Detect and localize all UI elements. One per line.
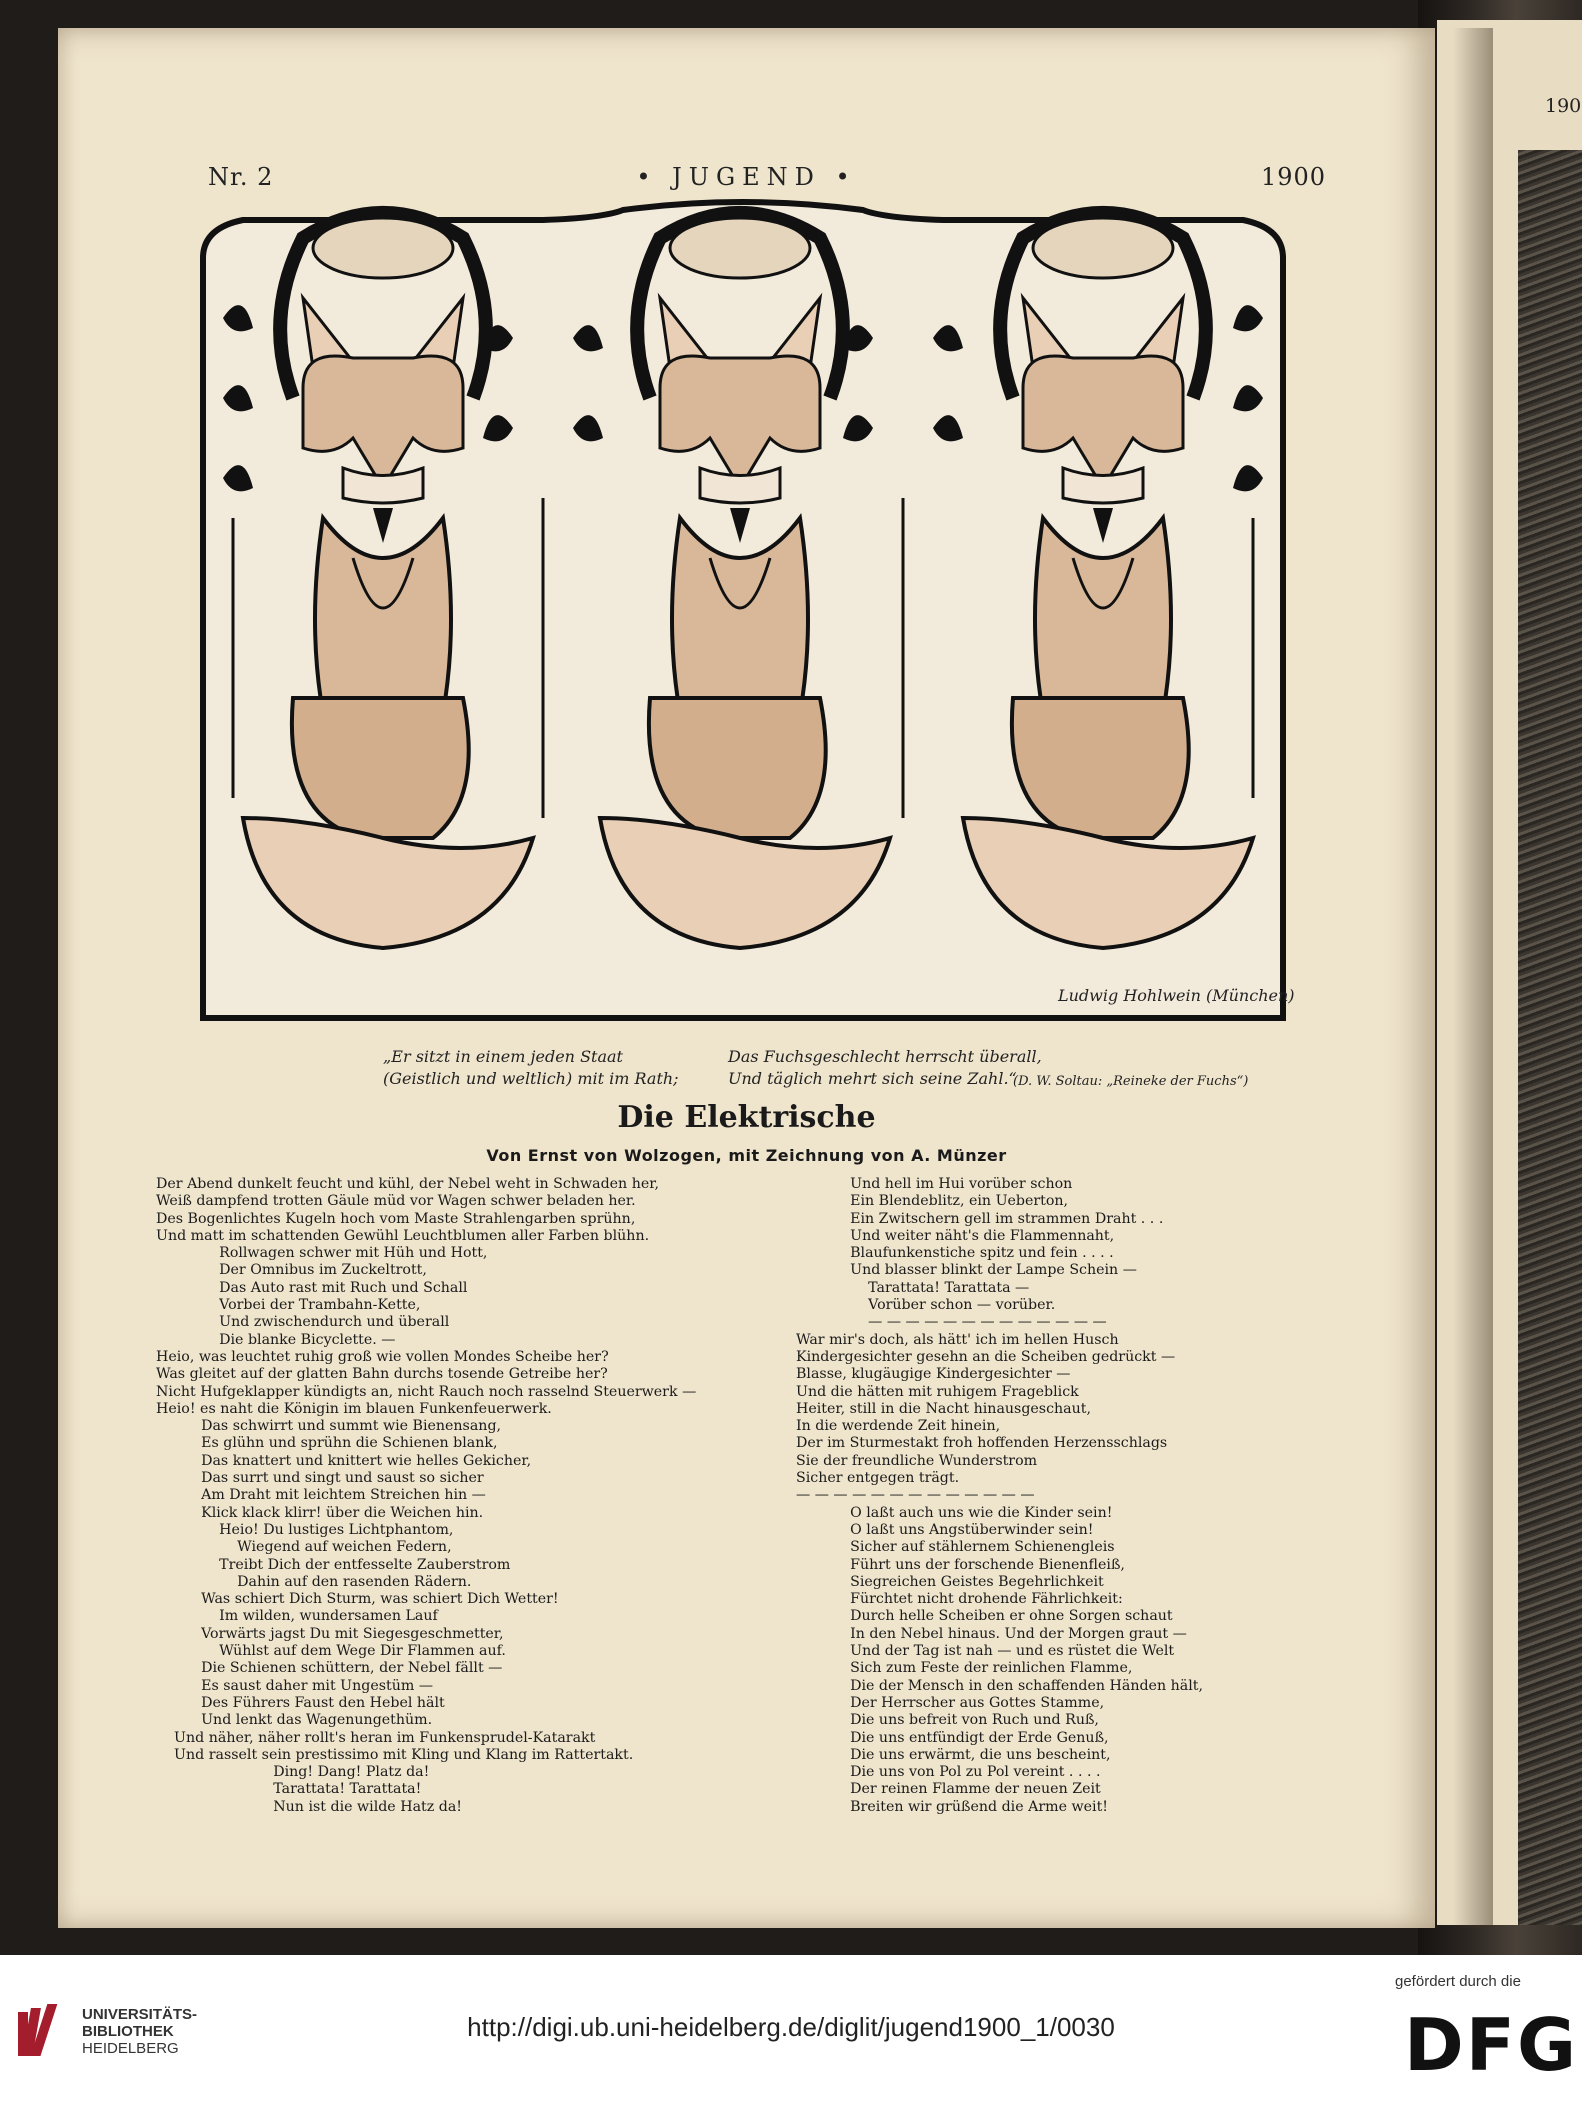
- poem-line: Klick klack klirr! über die Weichen hin.: [156, 1504, 484, 1521]
- issue-number: Nr. 2: [208, 163, 274, 191]
- poem-line: Sich zum Feste der reinlichen Flamme,: [796, 1660, 1133, 1677]
- poem-line: O laßt auch uns wie die Kinder sein!: [796, 1504, 1113, 1521]
- epigraph-right-line-2: Und täglich mehrt sich seine Zahl.“: [728, 1069, 1017, 1088]
- poem-line: Im wilden, wundersamen Lauf: [156, 1608, 438, 1625]
- poem-line: In den Nebel hinaus. Und der Morgen graut —: [796, 1625, 1187, 1642]
- poem-line: Breiten wir grüßend die Arme weit!: [796, 1798, 1108, 1815]
- poem-line: Und lenkt das Wagenungethüm.: [156, 1712, 433, 1729]
- poem-line: Es saust daher mit Ungestüm —: [156, 1677, 434, 1694]
- library-name-line-3: HEIDELBERG: [82, 2040, 179, 2057]
- funding-label: gefördert durch die: [1395, 1973, 1521, 1990]
- poem-line: Die Schienen schüttern, der Nebel fällt —: [156, 1660, 503, 1677]
- poem-line: Treibt Dich der entfesselte Zauberstrom: [156, 1556, 511, 1573]
- poem-line: Und die hätten mit ruhigem Frageblick: [796, 1383, 1079, 1400]
- poem-line: O laßt uns Angstüberwinder sein!: [796, 1521, 1094, 1538]
- viewer-footer: [0, 1955, 1582, 2106]
- poem-line: Blasse, klugäugige Kindergesichter —: [796, 1366, 1071, 1383]
- poem-line: Heiter, still in die Nacht hinausgeschaut,: [796, 1400, 1091, 1417]
- poem-line: Am Draht mit leichtem Streichen hin —: [156, 1487, 486, 1504]
- poem-line: Die der Mensch in den schaffenden Händen hält,: [796, 1677, 1203, 1694]
- poem-line: Das schwirrt und summt wie Bienensang,: [156, 1418, 502, 1435]
- poem-line: Weiß dampfend trotten Gäule müd vor Wagen schwer beladen her.: [156, 1193, 636, 1210]
- adjacent-page-illustration: [1518, 150, 1582, 1925]
- poem-line: Des Bogenlichtes Kugeln hoch vom Maste Strahlengarben sprühn,: [156, 1210, 636, 1227]
- poem-line: Dahin auf den rasenden Rädern.: [156, 1573, 472, 1590]
- poem-line: Und näher, näher rollt's heran im Funkensprudel-Katarakt: [156, 1729, 596, 1746]
- poem-line: Ding! Dang! Platz da!: [156, 1764, 430, 1781]
- poem-line: War mir's doch, als hätt' ich im hellen Husch: [796, 1331, 1119, 1348]
- poem-line: Heio! Du lustiges Lichtphantom,: [156, 1521, 454, 1538]
- poem-line: Nicht Hufgeklapper kündigts an, nicht Rauch noch rasselnd Steuerwerk —: [156, 1383, 697, 1400]
- poem-byline: Von Ernst von Wolzogen, mit Zeichnung von A. Münzer: [486, 1146, 1007, 1165]
- poem-line: Das knattert und knittert wie helles Gekicher,: [156, 1452, 532, 1469]
- poem-line: Und blasser blinkt der Lampe Schein —: [796, 1262, 1137, 1279]
- poem-line: Fürchtet nicht drohende Fährlichkeit:: [796, 1591, 1123, 1608]
- epigraph-source: (D. W. Soltau: „Reineke der Fuchs“): [1013, 1074, 1249, 1089]
- magazine-page: [58, 28, 1435, 1928]
- epigraph-left-line-2: (Geistlich und weltlich) mit im Rath;: [383, 1069, 679, 1088]
- poem-line: Der reinen Flamme der neuen Zeit: [796, 1781, 1101, 1798]
- poem-line: Vorüber schon — vorüber.: [796, 1297, 1056, 1314]
- poem-line: Wühlst auf dem Wege Dir Flammen auf.: [156, 1643, 506, 1660]
- poem-line: Vorbei der Trambahn-Kette,: [156, 1297, 421, 1314]
- illustration-credit: Ludwig Hohlwein (München): [1058, 986, 1295, 1005]
- poem-line: Und der Tag ist nah — und es rüstet die Welt: [796, 1643, 1175, 1660]
- binding-shadow: [1453, 28, 1493, 1928]
- poem-line: Durch helle Scheiben er ohne Sorgen schaut: [796, 1608, 1173, 1625]
- library-name-line-2: BIBLIOTHEK: [82, 2023, 174, 2040]
- poem-line: Ein Zwitschern gell im strammen Draht . . .: [796, 1210, 1164, 1227]
- issue-year: 1900: [1261, 163, 1327, 191]
- poem-line: Des Führers Faust den Hebel hält: [156, 1694, 445, 1711]
- poem-line: Und weiter näht's die Flammennaht,: [796, 1227, 1115, 1244]
- poem-line: Die blanke Bicyclette. —: [156, 1331, 396, 1348]
- epigraph-right-line-1: Das Fuchsgeschlecht herrscht überall,: [728, 1047, 1042, 1066]
- poem-line: Der Herrscher aus Gottes Stamme,: [796, 1694, 1105, 1711]
- poem-column-left: [156, 1176, 696, 1816]
- poem-line: In die werdende Zeit hinein,: [796, 1418, 1001, 1435]
- poem-line: Rollwagen schwer mit Hüh und Hott,: [156, 1245, 488, 1262]
- poem-line: Der Omnibus im Zuckeltrott,: [156, 1262, 427, 1279]
- poem-line: Der im Sturmestakt froh hoffenden Herzensschlags: [796, 1435, 1168, 1452]
- poem-line: Kindergesichter gesehn an die Scheiben gedrückt —: [796, 1348, 1176, 1365]
- magazine-title: • JUGEND •: [636, 163, 857, 191]
- poem-line: Was schiert Dich Sturm, was schiert Dich Wetter!: [156, 1591, 559, 1608]
- poem-line: Blaufunkenstiche spitz und fein . . . .: [796, 1245, 1114, 1262]
- poem-line: Vorwärts jagst Du mit Siegesgeschmetter,: [156, 1625, 504, 1642]
- poem-line: Und matt im schattenden Gewühl Leuchtblumen aller Farben blühn.: [156, 1227, 650, 1244]
- poem-line: Der Abend dunkelt feucht und kühl, der Nebel weht in Schwaden her,: [156, 1176, 659, 1192]
- poem-line: Heio! es naht die Königin im blauen Funkenfeuerwerk.: [156, 1400, 552, 1417]
- poem-line: Sie der freundliche Wunderstrom: [796, 1452, 1038, 1469]
- poem-line: Ein Blendeblitz, ein Ueberton,: [796, 1193, 1069, 1210]
- adjacent-page-year: 190: [1545, 95, 1582, 117]
- epigraph-left-line-1: „Er sitzt in einem jeden Staat: [383, 1047, 623, 1066]
- poem-column-right: [796, 1176, 1203, 1816]
- poem-line: Führt uns der forschende Bienenfleiß,: [796, 1556, 1125, 1573]
- poem-line: Und rasselt sein prestissimo mit Kling und Klang im Rattertakt.: [156, 1746, 634, 1763]
- poem-line: Es glühn und sprühn die Schienen blank,: [156, 1435, 498, 1452]
- poem-line: Die uns von Pol zu Pol vereint . . . .: [796, 1764, 1101, 1781]
- poem-line: Heio, was leuchtet ruhig groß wie vollen Mondes Scheibe her?: [156, 1348, 609, 1365]
- poem-line: Siegreichen Geistes Begehrlichkeit: [796, 1573, 1104, 1590]
- poem-line: Das surrt und singt und saust so sicher: [156, 1470, 484, 1487]
- poem-line: Die uns entfündigt der Erde Genuß,: [796, 1729, 1109, 1746]
- poem-line: Und zwischendurch und überall: [156, 1314, 450, 1331]
- poem-line: Und hell im Hui vorüber schon: [796, 1176, 1073, 1192]
- poem-line: Sicher auf stählernem Schienengleis: [796, 1539, 1115, 1556]
- poem-title: Die Elektrische: [617, 1100, 876, 1135]
- poem-line: Nun ist die wilde Hatz da!: [156, 1798, 462, 1815]
- poem-line: Sicher entgegen trägt.: [796, 1470, 960, 1487]
- poem-line: — — — — — — — — — — — — —: [796, 1314, 1107, 1331]
- poem-line: Tarattata! Tarattata —: [796, 1279, 1030, 1296]
- poem-line: Tarattata! Tarattata!: [156, 1781, 422, 1798]
- poem-line: Das Auto rast mit Ruch und Schall: [156, 1279, 468, 1296]
- poem-line: Was gleitet auf der glatten Bahn durchs tosende Getreibe her?: [156, 1366, 608, 1383]
- poem-line: Die uns befreit von Ruch und Ruß,: [796, 1712, 1099, 1729]
- dfg-logo-icon[interactable]: DFG: [1404, 2003, 1579, 2087]
- poem-line: — — — — — — — — — — — — —: [796, 1487, 1035, 1504]
- poem-line: Wiegend auf weichen Federn,: [156, 1539, 452, 1556]
- three-foxes-illustration: [183, 198, 1303, 1028]
- permalink-url[interactable]: http://digi.ub.uni-heidelberg.de/diglit/jugend1900_1/0030: [467, 2012, 1115, 2042]
- poem-line: Die uns erwärmt, die uns bescheint,: [796, 1746, 1111, 1763]
- library-name-line-1: UNIVERSITÄTS-: [82, 2006, 198, 2023]
